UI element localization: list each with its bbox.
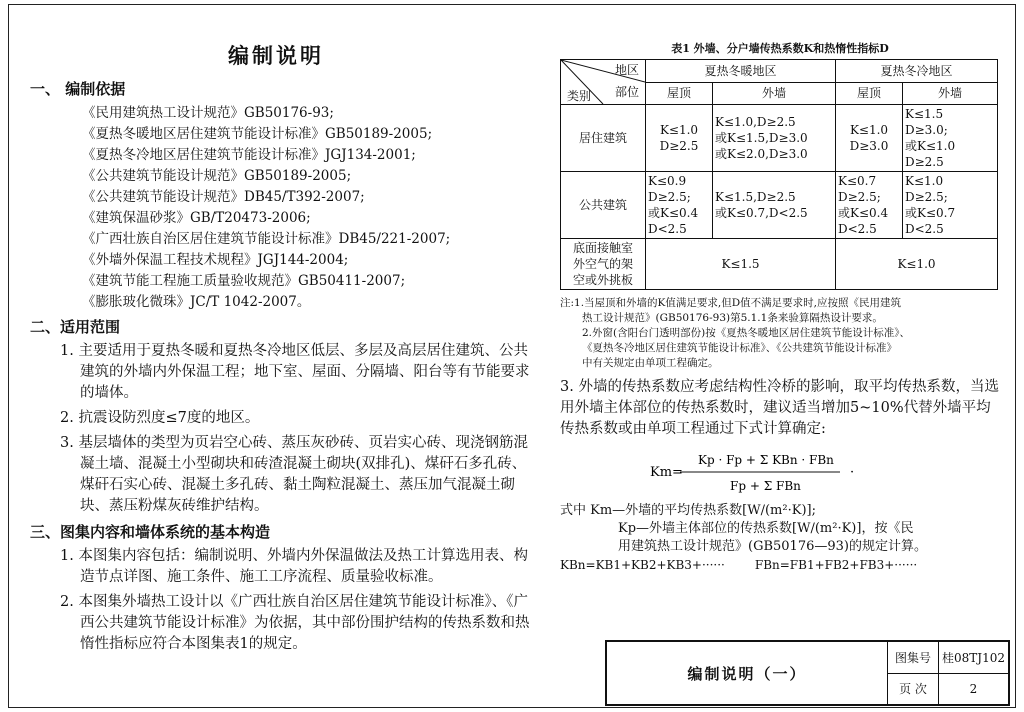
col-region-hot-summer-warm-winter: 夏热冬暖地区 <box>646 60 836 83</box>
cell-line: 外空气的架 <box>572 257 633 271</box>
cell-line: D<2.5 <box>648 222 687 236</box>
note-line: 《夏热冬冷地区居住建筑节能设计标准》、《公共建筑节能设计标准》 <box>582 342 897 354</box>
cell-line: D≥2.5; <box>905 190 948 204</box>
table-cell <box>903 105 998 172</box>
paragraph: 2. 抗震设防烈度≤7度的地区。 <box>60 410 260 426</box>
atlas-number: 桂08TJ102 <box>942 650 1005 665</box>
table-cell: K≤1.5 <box>646 239 836 290</box>
cell-line: 或K≤0.7,D<2.5 <box>715 206 808 220</box>
reference-item: 《外墙外保温工程技术规程》JGJ144-2004; <box>82 252 349 268</box>
formula-lhs: Km= <box>650 465 683 480</box>
col-roof: 屋顶 <box>836 82 903 105</box>
paragraph: 1. 主要适用于夏热冬暖和夏热冬冷地区低层、多层及高层居住建筑、公共建筑的外墙内外保温工程；地下室、屋面、分隔墙、阳台等有节能要求的墙体。 <box>60 343 530 401</box>
cell-line: D≥3.0; <box>905 123 948 137</box>
definition-line: 式中 Km—外墙的平均传热系数[W/(m²·K)]; <box>560 503 816 518</box>
cell-line: K≤1.5,D≥2.5 <box>715 190 796 204</box>
cell-line: 或K≤1.5,D≥3.0 <box>715 131 808 145</box>
page-title: 编制说明 <box>228 43 324 68</box>
table-cell <box>646 105 713 172</box>
section-heading: 一、 编制依据 <box>30 80 126 98</box>
table-cell <box>713 105 836 172</box>
definitions <box>560 502 1000 574</box>
col-wall: 外墙 <box>713 82 836 105</box>
header-region: 地区 <box>614 63 639 77</box>
section-heading: 三、图集内容和墙体系统的基本构造 <box>30 523 271 541</box>
cell-line: D<2.5 <box>905 222 944 236</box>
table-cell: K≤1.0 <box>836 239 998 290</box>
table-cell <box>646 172 713 239</box>
atlas-row <box>888 642 1008 674</box>
reference-item: 《夏热冬暖地区居住建筑节能设计标准》GB50189-2005; <box>82 126 433 142</box>
reference-item: 《夏热冬冷地区居住建筑节能设计标准》JGJ134-2001; <box>82 147 416 163</box>
row-label <box>561 239 646 290</box>
section-heading: 二、适用范围 <box>30 318 121 336</box>
table-notes <box>560 296 1000 371</box>
col-region-hot-summer-cold-winter: 夏热冬冷地区 <box>836 60 998 83</box>
atlas-label: 图集号 <box>888 642 939 673</box>
reference-item: 《公共建筑节能设计规范》DB45/T392-2007; <box>82 189 365 205</box>
table-diagonal-header <box>561 60 646 105</box>
definition-line: 用建筑热工设计规范》(GB50176—93)的规定计算。 <box>618 539 927 554</box>
formula <box>650 446 1000 498</box>
header-part: 部位 <box>614 85 639 99</box>
paragraph: 2. 本图集外墙热工设计以《广西壮族自治区居住建筑节能设计标准》、《广西公共建筑节能设计标准》为依据，其中部份围护结构的传热系数和热惰性指标应符合本图集表1的规定。 <box>60 594 530 652</box>
paragraph: 3. 基层墙体的类型为页岩空心砖、蒸压灰砂砖、页岩实心砖、现浇钢筋混凝土墙、混凝土小型砌块和砖渣混凝土砌块(双排孔)、煤矸石多孔砖、煤矸石实心砖、混凝土多孔砖、黏土陶粒混凝土、蒸压加气混凝土砌块、蒸压粉煤灰砖维护结构。 <box>60 435 528 514</box>
note-line: 注:1.当屋顶和外墙的K值满足要求,但D值不满足要求时,应按照《民用建筑 <box>560 297 901 309</box>
cell-line: 或K≤0.7 <box>905 206 956 220</box>
page-label: 页 次 <box>888 674 939 705</box>
reference-item: 《广西壮族自治区居住建筑节能设计标准》DB45/221-2007; <box>82 231 451 247</box>
row-label: 居住建筑 <box>561 105 646 172</box>
thermal-table <box>560 59 998 290</box>
note-line: 中有关规定由单项工程确定。 <box>582 357 719 369</box>
cell-line: K≤1.0 <box>849 123 889 137</box>
page-number: 2 <box>969 681 978 696</box>
title-block <box>605 640 1010 706</box>
cell-line: 或K≤0.4 <box>648 206 699 220</box>
cell-line: 底面接触室 <box>572 241 633 255</box>
row-label: 公共建筑 <box>561 172 646 239</box>
cell-line: 或K≤2.0,D≥3.0 <box>715 147 808 161</box>
table-cell <box>836 105 903 172</box>
cell-line: K≤1.0 <box>659 123 699 137</box>
definition-line: Kp—外墙主体部位的传热系数[W/(m²·K)]，按《民 <box>618 521 914 536</box>
formula-denominator: Fp + Σ FBn <box>730 479 801 493</box>
col-roof: 屋顶 <box>646 82 713 105</box>
title-block-meta <box>888 642 1008 704</box>
cell-line: K≤1.5 <box>905 107 944 121</box>
note-line: 热工设计规范》(GB50176-93)第5.1.1条来验算隔热设计要求。 <box>582 312 883 324</box>
reference-item: 《建筑节能工程施工质量验收规范》GB50411-2007; <box>82 273 406 289</box>
paragraph: 1. 本图集内容包括：编制说明、外墙内外保温做法及热工计算选用表、构造节点详图、施工条件、施工工序流程、质量验收标准。 <box>60 548 528 585</box>
table-cell <box>836 172 903 239</box>
table-caption: 表1 外墙、分户墙传热系数K和热惰性指标D <box>671 42 889 55</box>
cell-line: D≥2.5 <box>659 139 699 153</box>
cell-line: K≤0.7 <box>838 174 877 188</box>
cell-line: K≤0.9 <box>648 174 687 188</box>
sum-definitions <box>560 556 1000 574</box>
col-wall: 外墙 <box>903 82 998 105</box>
paragraph: 3. 外墙的传热系数应考虑结构性冷桥的影响，取平均传热系数，当选用外墙主体部位的传热系数时，建议适当增加5~10%代替外墙平均传热系数或由单项工程通过下式计算确定: <box>560 379 999 437</box>
note-line: 2.外窗(含阳台门透明部份)按《夏热冬暖地区居住建筑节能设计标准》、 <box>582 327 910 339</box>
title-block-name: 编制说明（一） <box>607 642 888 704</box>
cell-line: D≥2.5; <box>648 190 691 204</box>
left-column <box>20 40 532 659</box>
table-cell <box>903 172 998 239</box>
cell-line: 或K≤0.4 <box>838 206 889 220</box>
right-column <box>560 40 1000 574</box>
cell-line: D<2.5 <box>838 222 877 236</box>
page-row <box>888 674 1008 705</box>
cell-line: 或K≤1.0 <box>905 139 956 153</box>
formula-dot: · <box>850 465 855 480</box>
reference-item: 《建筑保温砂浆》GB/T20473-2006; <box>82 210 311 226</box>
formula-numerator: Kp · Fp + Σ KBn · FBn <box>698 453 834 467</box>
cell-line: K≤1.0 <box>905 174 944 188</box>
header-type: 类别 <box>567 89 592 103</box>
cell-line: D≥3.0 <box>849 139 889 153</box>
reference-item: 《公共建筑节能设计规范》GB50189-2005; <box>82 168 352 184</box>
reference-item: 《民用建筑热工设计规范》GB50176-93; <box>82 105 334 121</box>
sum-k: KBn=KB1+KB2+KB3+······ <box>560 558 725 572</box>
cell-line: D≥2.5; <box>838 190 881 204</box>
sum-f: FBn=FB1+FB2+FB3+······ <box>754 558 918 572</box>
formula-graphic <box>650 446 970 498</box>
reference-item: 《膨胀玻化微珠》JC/T 1042-2007。 <box>82 294 311 310</box>
cell-line: K≤1.0,D≥2.5 <box>715 115 796 129</box>
cell-line: 空或外挑板 <box>572 273 633 287</box>
table-cell <box>713 172 836 239</box>
cell-line: D≥2.5 <box>905 155 944 169</box>
